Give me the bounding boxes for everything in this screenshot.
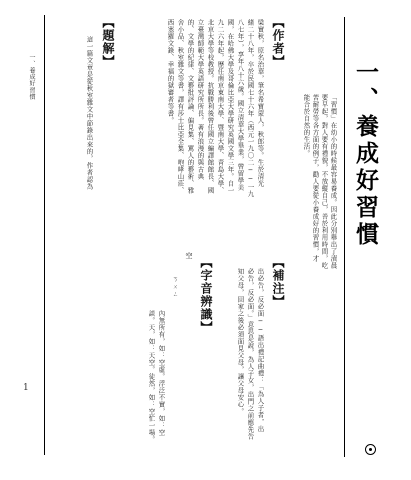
heading-source: 【題解】 xyxy=(101,16,115,68)
intro-line-1: 「習慣」在幼小的時候最容易養成。因此分別舉出了漬晨 xyxy=(329,94,338,269)
author-line-2: 緒二十八年，卒於民國七十六年（西元一九〇二──一九 xyxy=(246,19,255,198)
author-line-5: 九二六年起，歷任南京東南大學、暨南大學、青島大學、 xyxy=(216,19,225,194)
running-header: 一、養成好習慣 xyxy=(28,54,35,101)
author-line-7: 立臺灣師範大學英語研究所所長。著有浪漫的與古典 xyxy=(196,19,205,180)
page-number: 1 xyxy=(23,383,29,393)
heading-notes: 【補注】 xyxy=(271,256,285,308)
heading-pronunciation: 【字音辨識】 xyxy=(199,256,213,334)
chapter-circle-icon xyxy=(365,444,376,455)
author-line-1: 梁實秋，原名治華，筆名希寶蒙人，秋郎等。生於清光 xyxy=(256,19,265,187)
pron-line-1: 內無所有，如：空虛。浮泛不實，如：空 xyxy=(157,310,166,436)
author-line-8: 的、文學的紀律、文藝批評論、偏見集、罵人的藝術、雅 xyxy=(186,19,195,194)
pron-char: 空 xyxy=(185,252,193,260)
margin-rule xyxy=(44,15,45,455)
intro-line-4: 能合於自然的生活。 xyxy=(302,94,311,157)
intro-line-2: 要早起，對人要有禮貌，不放縱自己，善於利用時間，吃 xyxy=(320,94,329,269)
author-line-3: 八七年），享年八十六歲。國立清華大學畢業，曾留學美 xyxy=(236,19,245,191)
pron-line-2: 談。天，如：天空。徒然，如：空忙一場。 xyxy=(147,310,156,443)
notes-line-2: 必告，反必面。」意思是說，為人子女，出門之前應先告 xyxy=(246,268,255,440)
intro-line-3: 苦耐勞等各方面的例子，勸人要從小養成好的習慣，才 xyxy=(311,94,320,262)
author-line-9: 舍小品、秋室雜文等書，譯有莎士比亞全集、咆哮山莊、 xyxy=(176,19,185,194)
notes-line-3: 知父母，回家之後必須面見父母，讓父母安心。 xyxy=(236,268,245,415)
chapter-title: 一、養成好習慣 xyxy=(352,60,379,249)
author-line-4: 國，在哈佛大學及哥倫比亞大學研究英國文學三年。自一 xyxy=(226,19,235,194)
pron-phonetic: ㄎㄨㄥ xyxy=(171,276,178,299)
notes-line-1: 出必告，反必面──語出禮記曲禮：「為人子者，出 xyxy=(256,268,265,433)
source-line-1: 這一篇文章是從秋室雜文中節錄出來的，作者認為 xyxy=(85,36,94,190)
title-rule xyxy=(344,17,345,457)
heading-author: 【作者】 xyxy=(271,16,285,68)
author-line-6: 北京大學等校教授。抗戰勝利後曾任國立編譯館館長、國 xyxy=(206,19,215,194)
author-line-10: 西塞羅文錄、幸福的獄審者等書。 xyxy=(166,19,175,124)
